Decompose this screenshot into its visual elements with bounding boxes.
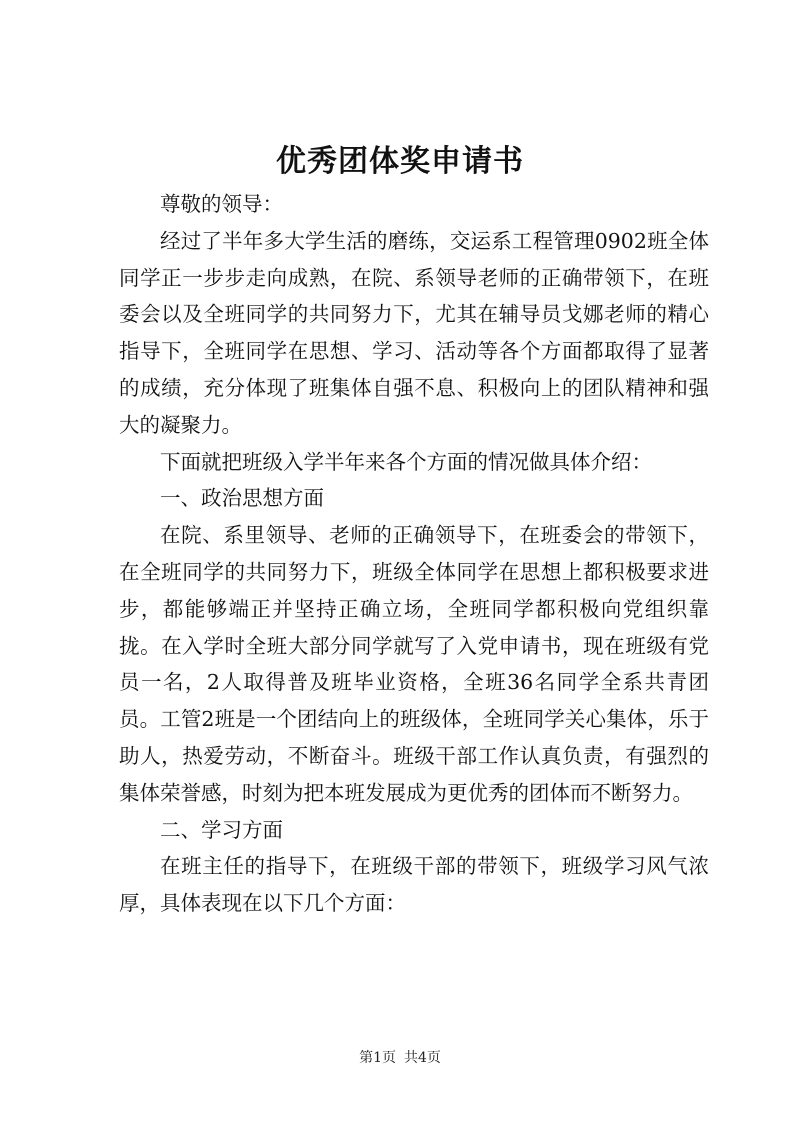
- document-title: 优秀团体奖申请书: [276, 144, 524, 179]
- section-heading-study: 二、学习方面: [160, 817, 283, 842]
- paragraph-study: 在班主任的指导下，在班级干部的带领下，班级学习风气浓厚，具体表现在以下几个方面：: [119, 854, 709, 916]
- paragraph-overview: 下面就把班级入学半年来各个方面的情况做具体介绍：: [160, 449, 652, 474]
- page-footer: [0, 1048, 800, 1068]
- salutation: 尊敬的领导：: [160, 192, 283, 216]
- page-number: 第1页: [359, 1050, 396, 1066]
- paragraph-politics: 在院、系里领导、老师的正确领导下，在班委会的带领下，在全班同学的共同努力下，班级全体同学在思想上都积极要求进步，都能够端正并坚持正确立场，全班同学都积极向党组织靠拢。在入学时全班大部分同学就写了入党申请书，现在班级有党员一名，2人取得普及班毕业资格，全班36名同学全系共青团员。工管2班是一个团结向上的班级体，全班同学关心集体，乐于助人，热爱劳动，不断奋斗。班级干部工作认真负责，有强烈的集体荣誉感，时刻为把本班发展成为更优秀的团体而不断努力。: [119, 523, 709, 805]
- section-heading-politics: 一、政治思想方面: [160, 486, 324, 511]
- document-body: [119, 186, 709, 922]
- page-total: 共4页: [404, 1050, 441, 1066]
- paragraph-intro: 经过了半年多大学生活的磨练，交运系工程管理0902班全体同学正一步步走向成熟，在院、系领导老师的正确带领下，在班委会以及全班同学的共同努力下，尤其在辅导员戈娜老师的精心指导下，全班同学在思想、学习、活动等各个方面都取得了显著的成绩，充分体现了班集体自强不息、积极向上的团队精神和强大的凝聚力。: [119, 228, 709, 437]
